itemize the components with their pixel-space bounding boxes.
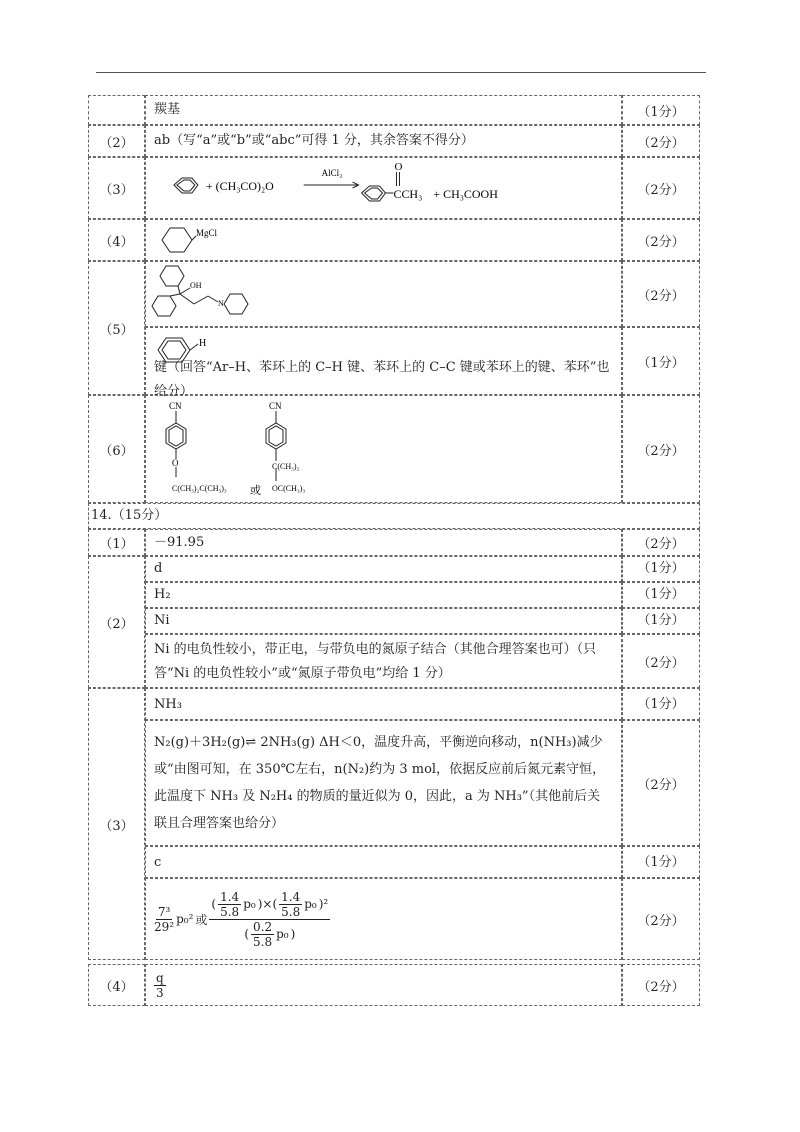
table-row bbox=[88, 964, 700, 1006]
question-number: （4） bbox=[88, 219, 145, 261]
answer-content bbox=[145, 219, 622, 261]
answer-content bbox=[145, 157, 622, 219]
score: （1分） bbox=[622, 688, 700, 720]
question-number: （6） bbox=[88, 395, 145, 503]
fraction: $\frac{\text{7³}}{\text{29²}}$ bbox=[154, 904, 175, 934]
oh-label: OH bbox=[190, 281, 202, 290]
section-heading: 14.（15分） bbox=[88, 503, 700, 529]
question-number bbox=[88, 95, 145, 125]
score: （2分） bbox=[622, 157, 700, 219]
substituent-label: MgCl bbox=[196, 228, 218, 238]
question-number: （2） bbox=[88, 125, 145, 157]
question-number: （4） bbox=[88, 964, 145, 1006]
table-row bbox=[88, 529, 700, 556]
cyclohexyl-mgcl-structure bbox=[154, 220, 354, 260]
table-row bbox=[88, 219, 700, 261]
alcohol-amine-structure bbox=[146, 262, 346, 326]
table-row bbox=[88, 261, 700, 399]
answer-content bbox=[145, 327, 622, 399]
score: （1分） bbox=[622, 556, 700, 582]
question-number: （3） bbox=[88, 688, 145, 960]
score: （1分） bbox=[622, 846, 700, 878]
or-text: 或 bbox=[250, 485, 261, 497]
question-number: （5） bbox=[88, 261, 145, 395]
formula-term: p₀² bbox=[176, 912, 194, 926]
answer-content bbox=[145, 964, 622, 1006]
compound-fraction: ( $\frac{1.4}{5.8}$ p₀ )×( $\frac{1.4}{5.8}$ p₀ )² ( $\frac{0.2}{5.8}$ p₀ ) bbox=[211, 889, 329, 949]
answer-content: NH₃ bbox=[145, 688, 622, 720]
cn-label: CN bbox=[269, 401, 282, 411]
answer-content: －91.95 bbox=[145, 529, 622, 556]
cn-label: CN bbox=[169, 401, 182, 411]
score: （1分） bbox=[622, 582, 700, 608]
nitrile-structures bbox=[154, 397, 454, 501]
table-row bbox=[88, 556, 700, 688]
question-number: （2） bbox=[88, 556, 145, 688]
o-label: O bbox=[172, 458, 179, 468]
answer-content bbox=[145, 395, 622, 503]
score: （1分） bbox=[622, 327, 700, 395]
score: （2分） bbox=[622, 634, 700, 688]
reagent-text: + (CH₃CO)₂O bbox=[205, 178, 274, 193]
substituent-label: C(CH₃)₂C(CH₃)₃ bbox=[172, 484, 227, 493]
answer-content: Ni bbox=[145, 608, 622, 634]
table-row bbox=[88, 395, 700, 503]
score: （2分） bbox=[622, 878, 700, 960]
answer-content: ab（写“a”或“b”或“abc”可得 1 分，其余答案不得分） bbox=[145, 125, 622, 157]
score: （2分） bbox=[622, 395, 700, 503]
score: （2分） bbox=[622, 720, 700, 846]
table-row bbox=[88, 95, 700, 125]
product-group: CCH₃ bbox=[393, 186, 423, 201]
answer-content: c bbox=[145, 846, 622, 878]
table-row bbox=[88, 157, 700, 219]
catalyst-text: AlCl₃ bbox=[321, 168, 343, 179]
answer-content: N₂(g)＋3H₂(g)⇌ 2NH₃(g) ΔH＜0，温度升高，平衡逆向移动，n(NH₃)减少或“由图可知，在 350℃左右，n(N₂)约为 3 mol，依据反应前后氮元素守恒，此温度下 NH₃ 及 N₂H₄ 的物质的量近似为 0，因此，a 为 NH₃”（其他前后关联且合理答案也给分） bbox=[145, 720, 622, 846]
or-text: 或 bbox=[195, 912, 208, 927]
benzene-structure bbox=[174, 178, 198, 193]
answer-content: d bbox=[145, 556, 622, 582]
reaction-arrow bbox=[304, 182, 359, 188]
reaction-scheme bbox=[154, 158, 613, 218]
answer-content bbox=[145, 261, 622, 327]
table-row bbox=[88, 125, 700, 157]
carbonyl-oxygen: O bbox=[394, 161, 403, 174]
n-label: N bbox=[218, 299, 224, 308]
question-number: （1） bbox=[88, 529, 145, 556]
score: （2分） bbox=[622, 261, 700, 327]
answer-text: 键（回答“Ar–H、苯环上的 C–H 键、苯环上的 C–C 键或苯环上的键、苯环”也给分） bbox=[154, 360, 610, 399]
score: （1分） bbox=[622, 608, 700, 634]
header-rule bbox=[96, 72, 706, 73]
answer-content: 羰基 bbox=[145, 95, 622, 125]
fraction: $\frac{q}{3}$ bbox=[156, 970, 164, 1000]
score: （2分） bbox=[622, 529, 700, 556]
score: （1分） bbox=[622, 95, 700, 125]
formula-cell bbox=[145, 878, 622, 960]
question-number: （3） bbox=[88, 157, 145, 219]
score: （2分） bbox=[622, 964, 700, 1006]
substituent-label: OC(CH₃)₃ bbox=[272, 484, 306, 493]
answer-content: Ni 的电负性较小，带正电，与带负电的氮原子结合（其他合理答案也可）（只答“Ni 的电负性较小”或“氮原子带负电”均给 1 分） bbox=[145, 634, 622, 688]
substituent-label: C(CH₃)₂ bbox=[272, 462, 300, 471]
table-row bbox=[88, 688, 700, 960]
answer-content: H₂ bbox=[145, 582, 622, 608]
byproduct-text: + CH₃COOH bbox=[433, 186, 498, 201]
h-label: H bbox=[199, 338, 207, 349]
score: （2分） bbox=[622, 219, 700, 261]
score: （2分） bbox=[622, 125, 700, 157]
